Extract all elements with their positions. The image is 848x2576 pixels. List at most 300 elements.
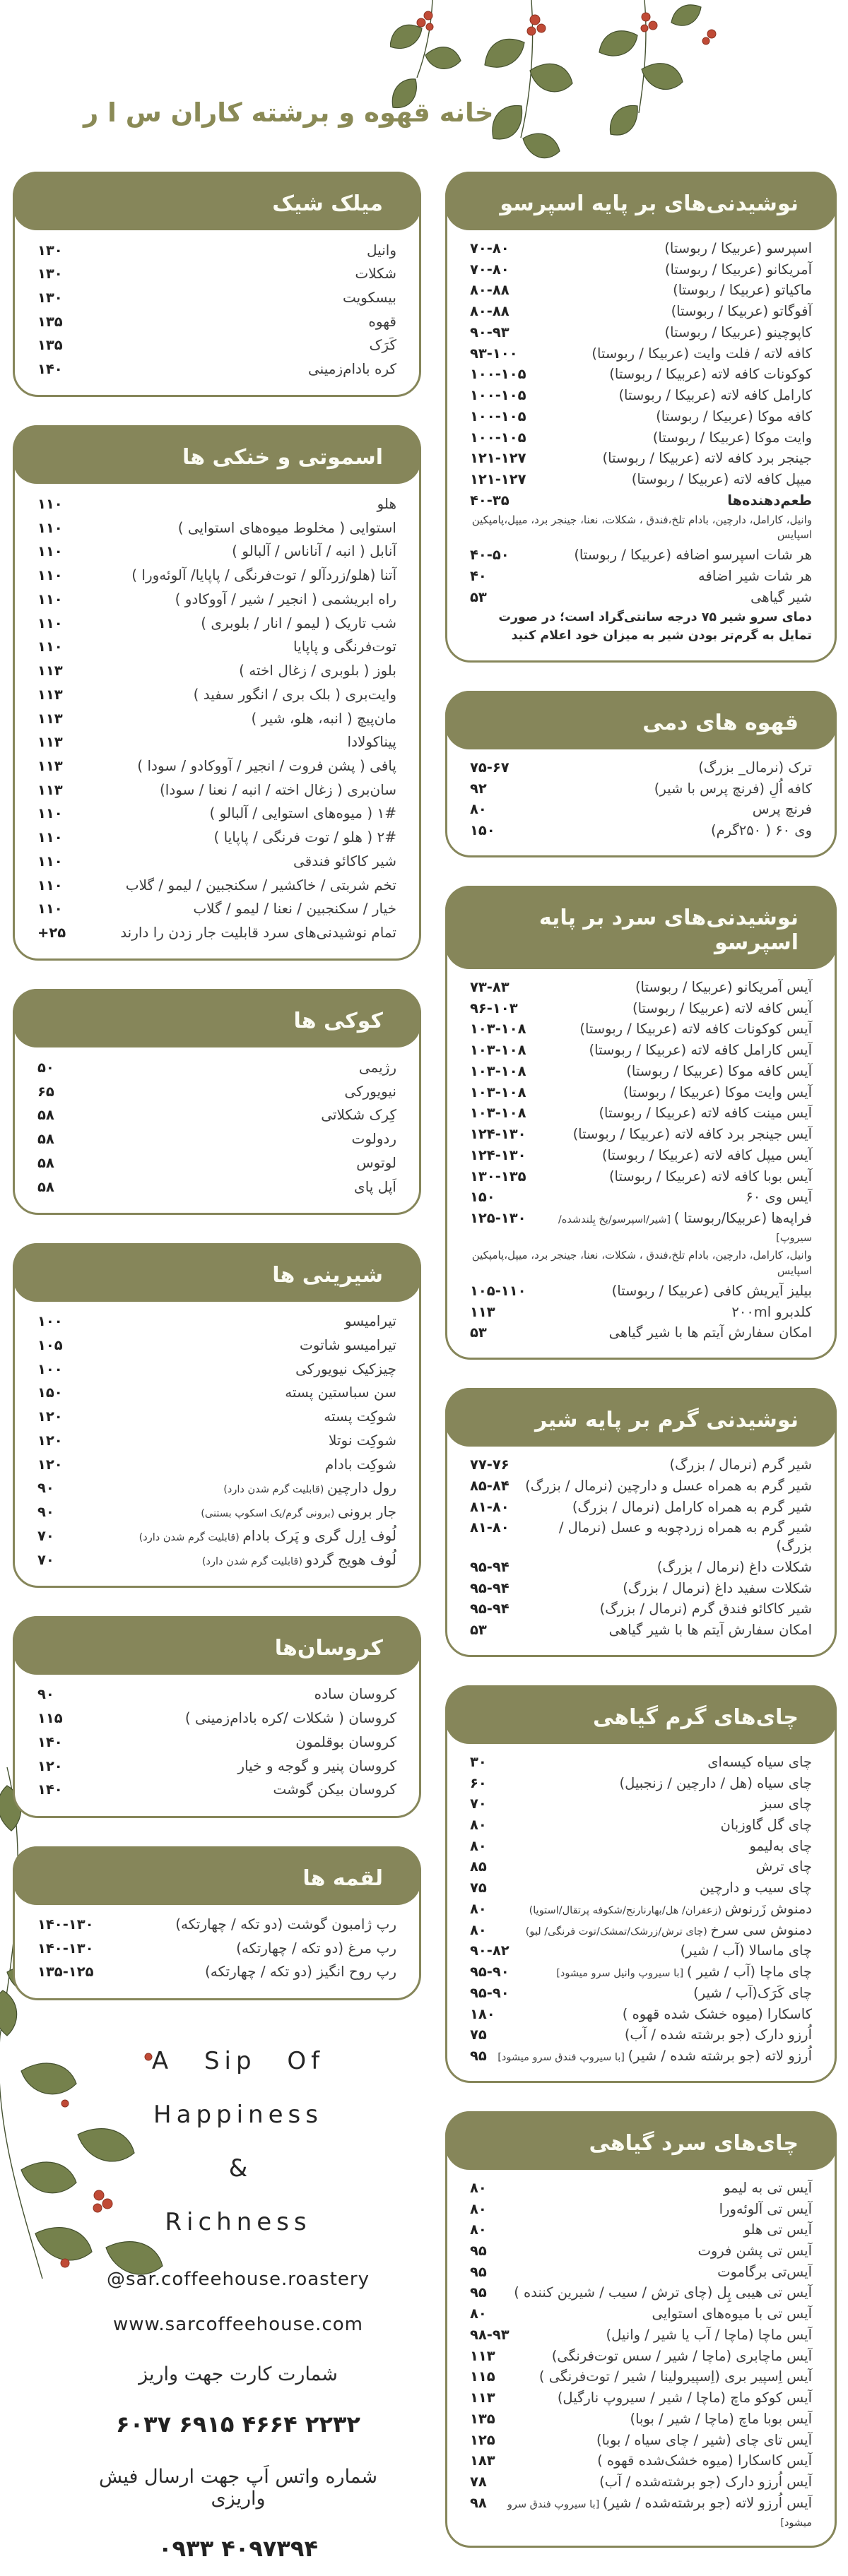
item-name: خیار / سکنجبین / نعنا / لیمو / گلاب bbox=[193, 900, 396, 918]
menu-item-row bbox=[37, 1334, 396, 1358]
menu-item-row bbox=[470, 1322, 812, 1343]
menu-item-row bbox=[470, 820, 812, 841]
menu-section-milkshake bbox=[13, 172, 421, 397]
item-price: ۹۰ bbox=[37, 1480, 54, 1497]
item-price: ۸۱-۸۰ bbox=[470, 1498, 510, 1515]
item-price: ۱۲۰ bbox=[37, 1456, 63, 1473]
item-price: ۱۱۰ bbox=[37, 519, 63, 536]
menu-item-row bbox=[37, 1730, 396, 1754]
item-name: رپ ژامبون گوشت (دو تکه / چهارتکه) bbox=[175, 1916, 396, 1933]
item-name: آیس میپل کافه لاته (عربیکا / ربوستا) bbox=[601, 1146, 812, 1163]
item-name: وایت موکا (عربیکا / ربوستا) bbox=[652, 429, 812, 446]
footer-tagline-line: & bbox=[228, 2154, 248, 2183]
item-name: دمنوش سی سرخ (چای ترش/زرشک/تمشک/توت فرنگی/ لبو) bbox=[525, 1921, 812, 1938]
page-title: خانه قهوه و برشته کاران س ا ر bbox=[83, 97, 494, 128]
menu-item-row bbox=[470, 2450, 812, 2471]
item-name: فراپه‌ها (عربیکا/ربوستا ) [شیر/اسپرسو/یخ بِلندشده/سیروپ] bbox=[558, 1210, 812, 1244]
menu-item-row bbox=[470, 2004, 812, 2025]
menu-section-smoothies bbox=[13, 425, 421, 961]
item-name: هلو bbox=[377, 494, 396, 512]
menu-item-row bbox=[37, 1405, 396, 1429]
section-title-croissants: کروسان‌ها bbox=[13, 1616, 421, 1675]
section-note: وانیل، کارامل، دارچین، بادام تلخ،فندق ، شکلات، نعنا، جینجر برد، میپل،پامپکین اسپایس bbox=[471, 1249, 812, 1278]
menu-item-row bbox=[37, 826, 396, 850]
item-name: امکان سفارش آیتم ها با شیر گیاهی bbox=[608, 1324, 812, 1341]
menu-column-left bbox=[13, 172, 421, 2562]
menu-item-row bbox=[37, 1476, 396, 1500]
item-price: ۹۵-۹۰ bbox=[470, 1984, 510, 2001]
section-body-smoothies bbox=[15, 482, 419, 958]
menu-item-row bbox=[37, 1079, 396, 1103]
menu-item-row bbox=[37, 333, 396, 357]
menu-item-row bbox=[37, 1500, 396, 1524]
item-name: بیسکویت bbox=[342, 288, 396, 306]
item-name: آیس‌تی برگاموت bbox=[717, 2263, 812, 2280]
item-price: ۹۵-۹۰ bbox=[470, 1964, 510, 1981]
menu-item-row bbox=[470, 1166, 812, 1187]
item-price: ۷۵ bbox=[470, 1880, 487, 1897]
item-name: آیس کوکونات کافه لاته (عربیکا / ربوستا) bbox=[579, 1021, 812, 1038]
menu-item-row bbox=[37, 754, 396, 778]
menu-item-row bbox=[37, 873, 396, 897]
item-name: شیر گرم به همراه زردچوبه و عسل (نرمال / بزرگ) bbox=[558, 1519, 812, 1555]
menu-item-row bbox=[470, 2366, 812, 2387]
menu-item-row bbox=[470, 757, 812, 778]
menu-item-row bbox=[37, 1381, 396, 1405]
item-name: هر شات شیر اضافه bbox=[698, 567, 812, 584]
item-price: ۱۱۰ bbox=[37, 853, 63, 869]
item-name: ۱# ( میوه‌های استوایی / آلبالو ) bbox=[209, 805, 396, 822]
section-title-warm-milk: نوشیدنی گرم بر پایه شیر bbox=[445, 1388, 837, 1447]
menu-item-row bbox=[37, 1127, 396, 1151]
item-price: ۱۳۰-۱۳۵ bbox=[470, 1168, 526, 1185]
section-title-smoothies: اسموتی و خنکی ها bbox=[13, 425, 421, 484]
item-price: ۹۰-۹۳ bbox=[470, 324, 510, 340]
menu-item-row bbox=[470, 2240, 812, 2262]
menu-item-row bbox=[470, 364, 812, 385]
item-name: چای ماچا (آب / شیر ) [با سیروپ وانیل سرو میشود] bbox=[556, 1964, 812, 1981]
menu-item-row bbox=[470, 1517, 812, 1556]
item-name: آیس اِسپیر بری (اِسپیرولینا / شیر / توت‌فرنگی ) bbox=[538, 2368, 812, 2385]
item-price: ۱۱۵ bbox=[37, 1710, 63, 1727]
menu-item-row bbox=[470, 1454, 812, 1476]
section-title-cold-espresso: نوشیدنی‌های سرد بر پایه اسپرسو bbox=[445, 886, 837, 969]
footer-tagline-line: Happiness bbox=[153, 2100, 323, 2129]
menu-item-row bbox=[37, 564, 396, 588]
item-price: ۱۳۵ bbox=[37, 313, 63, 330]
item-price: ۱۲۰ bbox=[37, 1757, 63, 1774]
section-body-espresso bbox=[447, 228, 835, 660]
item-price: ۹۵-۹۴ bbox=[470, 1579, 510, 1596]
item-price: ۵۸ bbox=[37, 1178, 54, 1195]
menu-item-row bbox=[470, 301, 812, 322]
section-body-cold-espresso bbox=[447, 967, 835, 1358]
menu-item-row bbox=[470, 406, 812, 427]
item-price: ۱۴۰ bbox=[37, 361, 63, 378]
section-body-milkshake bbox=[15, 228, 419, 395]
item-price: ۱۲۵ bbox=[470, 2431, 495, 2448]
section-title-espresso: نوشیدنی‌های بر پایه اسپرسو bbox=[445, 172, 837, 230]
menu-item-row bbox=[37, 1960, 396, 1984]
menu-item-row bbox=[37, 1310, 396, 1334]
whatsapp-label: شماره واتس اَپ جهت ارسال فیش واریزی bbox=[98, 2465, 378, 2510]
item-name: آیس تی هیبی پِل (چای ترش / سیب / شیرین کننده ) bbox=[514, 2284, 812, 2301]
menu-item-row bbox=[470, 2178, 812, 2199]
section-body-warm-milk bbox=[447, 1444, 835, 1655]
item-name: لُوف هویج گردو (قابلیت گرم شدن دارد) bbox=[201, 1550, 396, 1568]
menu-item-row bbox=[470, 2471, 812, 2493]
card-transfer-label: شمارت کارت جهت واریز bbox=[139, 2363, 338, 2385]
item-price: ۱۲۱-۱۲۷ bbox=[470, 471, 526, 488]
item-name: کروسان پنیر و گوجه و خیار bbox=[237, 1757, 396, 1774]
section-title-sweets: شیرینی ها bbox=[13, 1243, 421, 1302]
footer-tagline-line: A Sip Of bbox=[151, 2046, 325, 2075]
item-name: چای ترش bbox=[755, 1858, 812, 1875]
menu-item-row bbox=[470, 469, 812, 490]
item-name-detail: (زعفران/ هل/بهارنارنج/شکوفه پرتقال/استویا) bbox=[529, 1904, 725, 1916]
item-price: ۷۰ bbox=[37, 1551, 54, 1568]
menu-item-row bbox=[470, 1302, 812, 1323]
item-price: ۱۱۳ bbox=[37, 757, 63, 774]
menu-item-row bbox=[37, 921, 396, 945]
item-price: ۱۰۳-۱۰۸ bbox=[470, 1062, 526, 1079]
website-url: www.sarcoffeehouse.com bbox=[113, 2313, 363, 2335]
menu-item-row bbox=[470, 1019, 812, 1040]
item-price: ۶۵ bbox=[37, 1083, 54, 1100]
item-price: ۵۸ bbox=[37, 1131, 54, 1148]
menu-item-row bbox=[470, 1497, 812, 1518]
item-name: راه ابریشمی ( انجیر / شیر / آووکادو ) bbox=[175, 590, 396, 607]
item-price: ۱۵۰ bbox=[470, 822, 495, 839]
item-price: ۷۸ bbox=[470, 2474, 487, 2491]
item-price: ۵۸ bbox=[37, 1107, 54, 1124]
menu-item-row bbox=[470, 1208, 812, 1247]
menu-section-cold-herbal-tea bbox=[445, 2111, 837, 2548]
item-name: وایت‌بری ( بلک بری / انگور سفید ) bbox=[193, 685, 396, 703]
item-price: ۱۱۳ bbox=[470, 1303, 495, 1320]
item-name: چای سیاه کیسه‌ای bbox=[707, 1753, 812, 1770]
item-price: ۱۳۵ bbox=[37, 337, 63, 354]
item-name: ماکیاتو (عربیکا / ربوستا) bbox=[673, 282, 812, 299]
item-name: چای سیاه (هل / دارچین / زنجبیل) bbox=[619, 1774, 812, 1791]
menu-item-row bbox=[470, 2303, 812, 2325]
menu-item-row bbox=[470, 2282, 812, 2303]
item-name: آیس تی پشن فروت bbox=[697, 2243, 812, 2260]
item-price: ۱۰۰-۱۰۵ bbox=[470, 408, 526, 425]
item-price: ۱۳۵-۱۲۵ bbox=[37, 1964, 94, 1981]
item-name: شوکِت بادام bbox=[324, 1455, 396, 1473]
item-name: بلوز ( بلوبری / زغال اخته ) bbox=[239, 662, 396, 679]
item-name: میپل کافه لاته (عربیکا / ربوستا) bbox=[631, 471, 812, 488]
item-name: آیس ماچا (ماچا / آب یا شیر / وانیل) bbox=[606, 2326, 812, 2343]
item-name: کروسان ( شکلات /کره بادام‌زمینی ) bbox=[184, 1709, 396, 1727]
menu-item-row bbox=[37, 682, 396, 706]
menu-item-row bbox=[470, 2325, 812, 2346]
item-price: ۶۰ bbox=[470, 1774, 487, 1791]
item-name: آیس تای چای (شیر / چای سیاه / بوبا) bbox=[596, 2431, 812, 2448]
item-name: چای ماسالا (آب / شیر) bbox=[680, 1942, 812, 1959]
menu-item-row bbox=[470, 2493, 812, 2532]
item-name: آیس کافه لاته (عربیکا / ربوستا) bbox=[632, 999, 812, 1016]
menu-item-row bbox=[37, 897, 396, 921]
menu-item-row bbox=[37, 1151, 396, 1175]
item-price: ۱۲۰ bbox=[37, 1432, 63, 1449]
item-name: آفوگاتو (عربیکا / ربوستا) bbox=[671, 303, 812, 320]
item-price: ۸۵-۸۴ bbox=[470, 1477, 510, 1494]
item-price: ۱۲۴-۱۳۰ bbox=[470, 1126, 526, 1143]
footer-tagline-line: Richness bbox=[165, 2207, 312, 2236]
item-name: شیر کاکائو فندق گرم (نرمال / بزرگ) bbox=[599, 1601, 812, 1618]
menu-item-row bbox=[470, 2409, 812, 2430]
item-name: تمام نوشیدنی‌های سرد قابلیت جار زدن را دارند bbox=[120, 924, 396, 942]
item-price: ۹۵ bbox=[470, 2243, 487, 2260]
item-name: سن سباستین پسته bbox=[285, 1384, 396, 1401]
item-name: آیس تی آلوئه‌ورا bbox=[719, 2200, 812, 2217]
item-price: ۱۲۴-۱۳۰ bbox=[470, 1146, 526, 1163]
menu-item-row bbox=[470, 1281, 812, 1302]
item-name: چای سیب و دارچین bbox=[700, 1880, 812, 1897]
item-name: آیس تی به لیمو bbox=[723, 2179, 812, 2196]
item-price: ۱۰۳-۱۰۸ bbox=[470, 1042, 526, 1059]
item-name: بیلیز آیریش کافی (عربیکا / ربوستا) bbox=[611, 1282, 812, 1299]
item-price: ۹۰-۸۲ bbox=[470, 1942, 510, 1959]
item-price: ۸۱-۸۰ bbox=[470, 1519, 510, 1536]
item-name: آیس اُرزو لاته (جو برشته‌شده / شیر) [با سیروپ فندق سرو میشود] bbox=[507, 2494, 812, 2529]
menu-section-croissants bbox=[13, 1616, 421, 1818]
item-price: ۱۱۰ bbox=[37, 639, 63, 655]
item-price: ۱۸۰ bbox=[470, 2005, 495, 2022]
menu-item-row bbox=[470, 2024, 812, 2046]
item-price: ۸۰ bbox=[470, 1837, 487, 1854]
item-name-detail: [با سیروپ فندق سرو میشود] bbox=[497, 2052, 628, 2064]
item-name: طعم‌دهنده‌ها bbox=[727, 492, 812, 509]
section-title-bites: لقمه ها bbox=[13, 1846, 421, 1905]
item-name: شیر گرم به همراه عسل و دارچین (نرمال / بزرگ) bbox=[525, 1477, 812, 1494]
item-price: ۷۵-۶۷ bbox=[470, 759, 510, 776]
section-title-milkshake: میلک شیک bbox=[13, 172, 421, 230]
item-name: چای گل گاوزبان bbox=[720, 1817, 812, 1833]
section-title-cookies: کوکی ها bbox=[13, 989, 421, 1047]
section-body-croissants bbox=[15, 1673, 419, 1816]
item-price: ۹۸-۹۳ bbox=[470, 2326, 510, 2343]
item-name: کروسان بوقلمون bbox=[295, 1733, 396, 1750]
item-name: شیر کاکائو فندقی bbox=[293, 852, 396, 869]
menu-item-row bbox=[37, 587, 396, 611]
item-price: ۱۱۳ bbox=[470, 2347, 495, 2364]
menu-item-row bbox=[470, 490, 812, 511]
menu-item-row bbox=[37, 659, 396, 683]
item-price: ۱۴۰-۱۳۰ bbox=[37, 1916, 94, 1933]
instagram-handle: @sar.coffeehouse.roastery bbox=[107, 2268, 370, 2290]
item-name: آیس بوبا ماچ (ماچا / شیر / بوبا) bbox=[630, 2410, 812, 2427]
item-name: آیس کوکو ماچ (ماچا / شیر / سیروپ نارگیل) bbox=[557, 2390, 812, 2406]
item-name: آیس تی هلو bbox=[743, 2221, 812, 2238]
menu-item-row bbox=[470, 1899, 812, 1920]
menu-section-sweets bbox=[13, 1243, 421, 1588]
item-name: ۲# ( هلو / توت فرنگی / پاپایا ) bbox=[213, 829, 396, 846]
item-price: ۵۳ bbox=[470, 1622, 487, 1639]
menu-section-brewed bbox=[445, 691, 837, 857]
item-price: ۱۱۳ bbox=[470, 2390, 495, 2406]
item-price: ۸۰-۸۸ bbox=[470, 282, 510, 299]
menu-item-row bbox=[37, 1778, 396, 1802]
item-name: آیس آمریکانو (عربیکا / ربوستا) bbox=[635, 978, 812, 995]
menu-item-row bbox=[470, 1040, 812, 1061]
item-price: ۵۰ bbox=[37, 1059, 54, 1076]
item-name-detail: [با سیروپ وانیل سرو میشود] bbox=[556, 1968, 687, 1980]
item-price: ۴۰ bbox=[470, 567, 487, 584]
item-name: پافی ( پشن فروت / انجیر / آووکادو / سودا ) bbox=[137, 756, 396, 774]
item-name: توت‌فرنگی و پاپایا bbox=[293, 638, 396, 655]
menu-item-row bbox=[37, 611, 396, 635]
item-price: ۳۰ bbox=[470, 1753, 487, 1770]
section-body-cold-herbal-tea bbox=[447, 2168, 835, 2546]
item-name: آیس جینجر برد کافه لاته (عربیکا / ربوستا) bbox=[572, 1126, 812, 1143]
item-name: نیویورکی bbox=[344, 1082, 396, 1100]
item-price: ۹۰ bbox=[37, 1504, 54, 1521]
menu-item-row bbox=[470, 1103, 812, 1124]
item-price: ۱۰۰-۱۰۵ bbox=[470, 429, 526, 446]
item-name: کاپوچینو (عربیکا / ربوستا) bbox=[664, 324, 812, 340]
menu-item-row bbox=[470, 1124, 812, 1145]
item-price: ۱۰۳-۱۰۸ bbox=[470, 1084, 526, 1100]
whatsapp-number: ۰۹۳۳ ۴۰۹۷۳۹۴ bbox=[158, 2534, 318, 2562]
menu-item-row bbox=[470, 587, 812, 608]
item-name: چای کَرَک(آب / شیر) bbox=[693, 1984, 812, 2001]
card-number: ۶۰۳۷ ۶۹۱۵ ۴۶۶۴ ۲۲۳۲ bbox=[116, 2410, 360, 2438]
item-name: آیس ماچابری (ماچا / شیر / سس توت‌فرنگی) bbox=[551, 2347, 812, 2364]
item-name: لُوف اِرل گری و پَرک بادام (قابلیت گرم شدن دارد) bbox=[139, 1526, 396, 1544]
menu-section-cookies bbox=[13, 989, 421, 1214]
menu-item-row bbox=[470, 2387, 812, 2409]
menu-item-row bbox=[37, 1936, 396, 1960]
item-price: ۹۵-۹۴ bbox=[470, 1558, 510, 1575]
menu-item-row bbox=[470, 2046, 812, 2067]
section-title-brewed: قهوه های دمی bbox=[445, 691, 837, 749]
menu-item-row bbox=[470, 1187, 812, 1208]
item-name: شکلات bbox=[355, 265, 396, 283]
item-name: قهوه bbox=[368, 312, 396, 330]
menu-item-row bbox=[470, 259, 812, 280]
item-name: وی ۶۰ ( ۲۵۰گرم) bbox=[710, 822, 812, 839]
menu-item-row bbox=[470, 2430, 812, 2451]
item-name: شکلات سفید داغ (نرمال / بزرگ) bbox=[623, 1579, 812, 1596]
item-price: ۱۱۳ bbox=[37, 734, 63, 751]
item-price: ۱۱۳ bbox=[37, 663, 63, 679]
item-name-detail: (قابلیت گرم شدن دارد) bbox=[139, 1531, 243, 1543]
item-name: اَپل پای bbox=[354, 1177, 396, 1195]
menu-item-row bbox=[470, 1815, 812, 1836]
item-price: ۱۰۳-۱۰۸ bbox=[470, 1021, 526, 1038]
item-name-detail: (قابلیت گرم شدن دارد) bbox=[201, 1555, 306, 1567]
menu-item-row bbox=[37, 1357, 396, 1381]
item-price: ۷۵ bbox=[470, 2026, 487, 2043]
item-price: ۸۰ bbox=[470, 2305, 487, 2322]
menu-item-row bbox=[470, 280, 812, 301]
section-body-hot-herbal-tea bbox=[447, 1742, 835, 2081]
item-name: شیر گیاهی bbox=[750, 588, 812, 605]
menu-item-row bbox=[470, 1598, 812, 1620]
menu-item-row bbox=[470, 1773, 812, 1794]
menu-item-row bbox=[37, 1754, 396, 1778]
item-price: ۹۵-۹۴ bbox=[470, 1601, 510, 1618]
item-price: ۸۵ bbox=[470, 1858, 487, 1875]
item-price: +۲۵ bbox=[37, 925, 66, 942]
menu-item-row bbox=[470, 1961, 812, 1983]
menu-section-warm-milk bbox=[445, 1388, 837, 1657]
menu-item-row bbox=[470, 2219, 812, 2240]
item-name-detail: (چای ترش/زرشک/تمشک/توت فرنگی/ لبو) bbox=[525, 1925, 711, 1937]
item-price: ۱۱۵ bbox=[470, 2368, 495, 2385]
item-price: ۱۰۳-۱۰۸ bbox=[470, 1105, 526, 1122]
item-name: آیس تی با میوه‌های استوایی bbox=[652, 2305, 812, 2322]
item-name: اُرزو دارک (جو برشته شده / آب) bbox=[624, 2026, 812, 2043]
item-price: ۸۰-۸۸ bbox=[470, 303, 510, 320]
item-name: رول دارچین (قابلیت گرم شدن دارد) bbox=[223, 1479, 396, 1497]
menu-item-row bbox=[37, 635, 396, 659]
item-name: شکلات داغ (نرمال / بزرگ) bbox=[656, 1558, 812, 1575]
menu-item-row bbox=[470, 2199, 812, 2220]
menu-item-row bbox=[470, 385, 812, 406]
menu-item-row bbox=[37, 1548, 396, 1572]
menu-item-row bbox=[470, 322, 812, 343]
menu-item-row bbox=[37, 1452, 396, 1476]
item-name: کروسان ساده bbox=[314, 1685, 396, 1703]
item-name: کروسان بیکن گوشت bbox=[273, 1781, 396, 1798]
item-name: رپ روح انگیز (دو تکه / چهارتکه) bbox=[204, 1963, 396, 1981]
item-price: ۱۴۰-۱۳۰ bbox=[37, 1940, 94, 1957]
item-price: ۱۰۰ bbox=[37, 1360, 63, 1377]
menu-item-row bbox=[470, 778, 812, 800]
item-name: شوکِت نوتلا bbox=[328, 1431, 396, 1449]
item-price: ۱۱۰ bbox=[37, 543, 63, 560]
menu-item-row bbox=[37, 285, 396, 309]
section-note: وانیل، کارامل، دارچین، بادام تلخ،فندق ، شکلات، نعنا، جینجر برد، میپل،پامپکین اسپایس bbox=[471, 513, 812, 542]
item-price: ۹۰ bbox=[37, 1686, 54, 1703]
item-name: فرنچ پرس bbox=[752, 801, 812, 818]
menu-item-row bbox=[470, 545, 812, 566]
item-name: جینجر برد کافه لاته (عربیکا / ربوستا) bbox=[602, 450, 812, 467]
menu-item-row bbox=[470, 1877, 812, 1899]
section-body-cookies bbox=[15, 1045, 419, 1212]
item-price: ۹۵ bbox=[470, 2284, 487, 2301]
item-name: رپ مرغ (دو تکه / چهارتکه) bbox=[236, 1939, 396, 1957]
menu-item-row bbox=[37, 262, 396, 286]
menu-item-row bbox=[470, 1620, 812, 1641]
menu-item-row bbox=[37, 730, 396, 754]
section-note: دمای سرو شیر ۷۵ درجه سانتی‌گراد است؛ در صورت تمایل به گرم‌تر بودن شیر به میزان خود اعلام کنید bbox=[498, 610, 812, 643]
item-price: ۱۳۰ bbox=[37, 289, 63, 306]
item-name: آنابل ( انبه / آناناس / آلبالو ) bbox=[232, 542, 396, 560]
item-name: رژیمی bbox=[358, 1058, 396, 1076]
item-name: مان‌پیچ ( انبه، هلو، شیر ) bbox=[251, 709, 396, 727]
menu-item-row bbox=[470, 977, 812, 998]
item-price: ۱۱۳ bbox=[37, 781, 63, 798]
item-name: شیر گرم (نرمال / بزرگ) bbox=[669, 1456, 812, 1473]
item-price: ۹۳-۱۰۰ bbox=[470, 345, 518, 362]
item-price: ۹۵ bbox=[470, 2048, 487, 2065]
menu-item-row bbox=[37, 516, 396, 540]
item-name: کافه اُلِ (فرنچ پرس با شیر) bbox=[654, 780, 812, 797]
item-price: ۱۵۰ bbox=[470, 1189, 495, 1206]
item-name: تیرامیسو شاتوت bbox=[299, 1336, 396, 1353]
item-price: ۵۸ bbox=[37, 1154, 54, 1171]
item-name: شیر گرم به همراه کارامل (نرمال / بزرگ) bbox=[572, 1498, 812, 1515]
item-name: کَرَک bbox=[369, 336, 396, 354]
menu-item-row bbox=[470, 1752, 812, 1773]
item-name: کلدبرو ۲۰۰ml bbox=[731, 1303, 812, 1320]
item-price: ۱۰۵-۱۱۰ bbox=[470, 1282, 526, 1299]
